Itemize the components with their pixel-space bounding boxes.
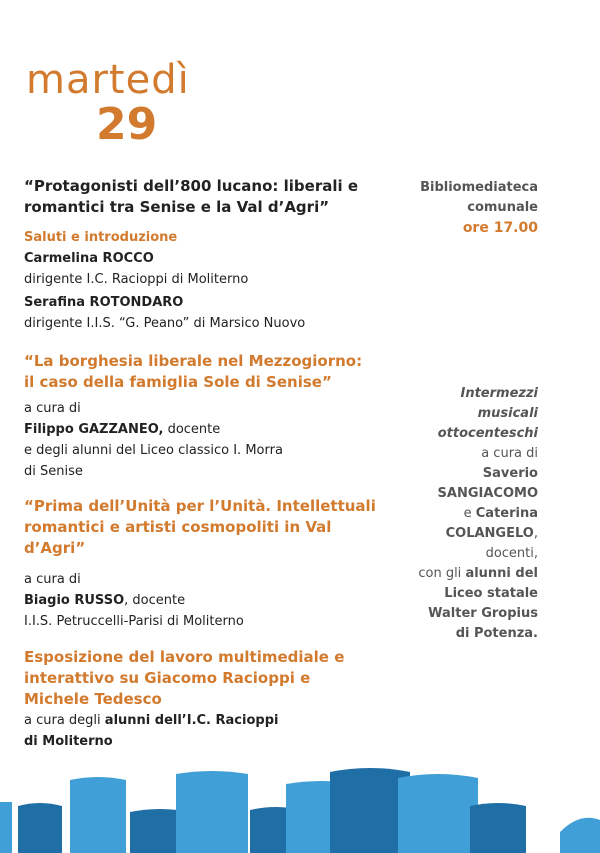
speaker-role: dirigente I.I.S. “G. Peano” di Marsico Nuovo — [24, 316, 306, 331]
music-line — [358, 564, 538, 584]
decorative-skyline — [0, 760, 600, 853]
music-line — [358, 524, 538, 544]
speaker-role: , docente — [124, 593, 186, 608]
exhibit-title-line2: interattivo su Giacomo Racioppi e — [24, 669, 311, 687]
music-line: docenti, — [485, 546, 538, 561]
music-line: a cura di — [481, 446, 538, 461]
exhibit-title-line1: Esposizione del lavoro multimediale e — [24, 648, 345, 666]
skyline-shape — [470, 803, 526, 853]
music-line: Saverio — [482, 466, 538, 481]
exhibit-detail: di Moliterno — [24, 734, 113, 749]
speaker-role: docente — [163, 422, 221, 437]
speaker-name: Serafina ROTONDARO — [24, 295, 184, 310]
music-text: con gli — [418, 566, 466, 581]
greetings-heading: Saluti e introduzione — [24, 230, 178, 245]
talk-detail: e degli alunni del Liceo classico I. Morra — [24, 443, 283, 458]
talk-detail: di Senise — [24, 464, 83, 479]
program-column — [24, 176, 384, 752]
curated-by-prefix: a cura degli — [24, 713, 105, 728]
day-name: martedì — [26, 57, 190, 103]
speaker-name: Biagio RUSSO — [24, 593, 125, 608]
curated-by: a cura di — [24, 572, 81, 587]
curated-by: a cura di — [24, 401, 81, 416]
music-line: di Potenza. — [455, 626, 538, 641]
skyline-shape — [18, 803, 62, 853]
venue-name: comunale — [467, 200, 538, 215]
music-text: e — [463, 506, 476, 521]
music-line — [358, 504, 538, 524]
music-text: , — [533, 526, 538, 541]
music-line: Intermezzi — [460, 386, 538, 401]
skyline-shape — [70, 777, 126, 853]
talk-detail: I.I.S. Petruccelli-Parisi di Moliterno — [24, 614, 244, 629]
talk-speaker — [24, 419, 384, 440]
speaker-name: Carmelina ROCCO — [24, 251, 154, 266]
skyline-shape — [560, 818, 600, 853]
skyline-shape — [176, 771, 248, 853]
event-title-line2: romantici tra Senise e la Val d’Agri” — [24, 198, 330, 216]
talk-speaker — [24, 590, 384, 611]
music-text: Caterina — [475, 506, 538, 521]
music-line: Liceo statale — [444, 586, 538, 601]
music-line: SANGIACOMO — [437, 486, 538, 501]
skyline-shape — [398, 774, 478, 853]
music-text: COLANGELO — [445, 526, 534, 541]
exhibit-title-line3: Michele Tedesco — [24, 690, 162, 708]
speaker-role: dirigente I.C. Racioppi di Moliterno — [24, 272, 249, 287]
music-line: musicali — [477, 406, 538, 421]
talk-title-line2: romantici e artisti cosmopoliti in Val d’Agri” — [24, 518, 332, 557]
event-time: ore 17.00 — [462, 220, 538, 236]
music-line: Walter Gropius — [428, 606, 538, 621]
talk-title-line1: “La borghesia liberale nel Mezzogiorno: — [24, 352, 363, 370]
speaker-name: Filippo GAZZANEO, — [24, 422, 164, 437]
talk-title-line1: “Prima dell’Unità per l’Unità. Intellettuali — [24, 497, 376, 515]
exhibit-curated-by — [24, 710, 384, 731]
skyline-shape — [0, 802, 12, 853]
talk-title-line2: il caso della famiglia Sole di Senise” — [24, 373, 332, 391]
venue-name: Bibliomediateca — [420, 180, 538, 195]
day-number: 29 — [96, 99, 158, 150]
event-title-line1: “Protagonisti dell’800 lucano: liberali e — [24, 177, 359, 195]
music-line: ottocenteschi — [437, 426, 538, 441]
music-block — [358, 384, 538, 644]
music-text: alunni del — [465, 566, 538, 581]
venue-block — [358, 178, 538, 238]
curated-by-students: alunni dell’I.C. Racioppi — [104, 713, 279, 728]
